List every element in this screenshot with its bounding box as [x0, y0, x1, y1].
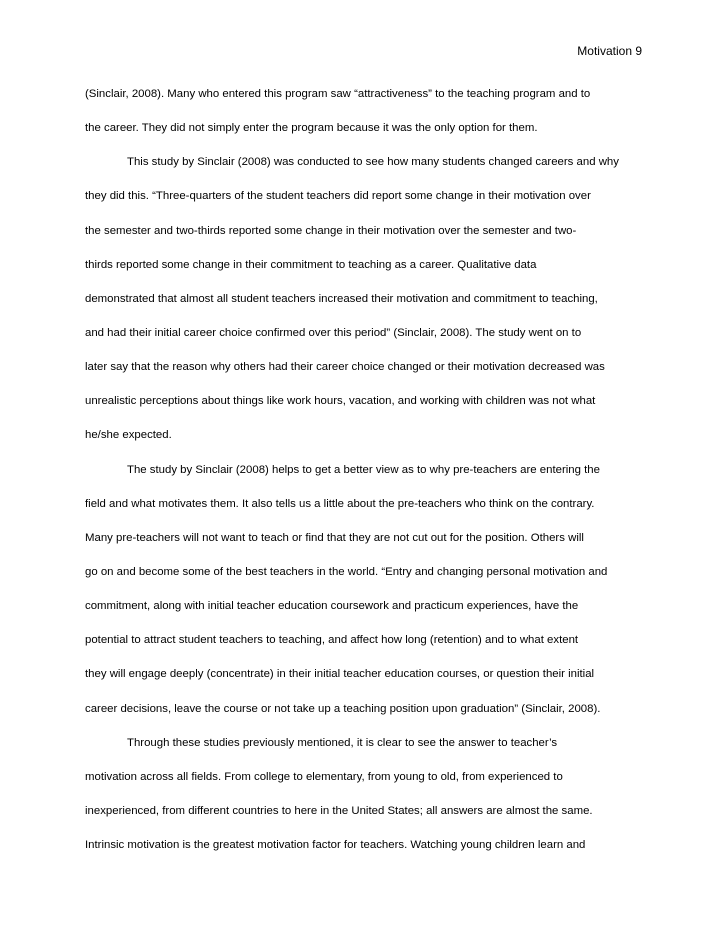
- body-text: [85, 86, 655, 871]
- text-line: he/she expected.: [85, 429, 172, 442]
- text-line: thirds reported some change in their commitment to teaching as a career. Qualitative data: [85, 258, 537, 271]
- text-line: the career. They did not simply enter the program because it was the only option for them.: [85, 122, 538, 135]
- paragraph-first-line: This study by Sinclair (2008) was conducted to see how many students changed careers and why: [127, 156, 619, 169]
- text-line: they will engage deeply (concentrate) in their initial teacher education courses, or question their initial: [85, 668, 595, 681]
- text-line: (Sinclair, 2008). Many who entered this program saw “attractiveness” to the teaching program and to: [85, 88, 591, 100]
- text-line: they did this. “Three-quarters of the student teachers did report some change in their motivation over: [85, 190, 591, 203]
- text-line: potential to attract student teachers to teaching, and affect how long (retention) and to what extent: [85, 634, 579, 647]
- text-line: field and what motivates them. It also tells us a little about the pre-teachers who think on the contrary.: [85, 497, 595, 510]
- text-line: motivation across all fields. From college to elementary, from young to old, from experienced to: [85, 770, 563, 783]
- text-line: career decisions, leave the course or not take up a teaching position upon graduation” (Sinclair, 2008).: [85, 702, 601, 715]
- paragraph-first-line: The study by Sinclair (2008) helps to get a better view as to why pre-teachers are entering the: [127, 463, 600, 476]
- text-line: go on and become some of the best teachers in the world. “Entry and changing personal motivation and: [85, 565, 608, 578]
- text-line: later say that the reason why others had their career choice changed or their motivation decreased was: [85, 361, 605, 374]
- text-line: the semester and two-thirds reported some change in their motivation over the semester and two-: [85, 224, 577, 237]
- text-line: Many pre-teachers will not want to teach or find that they are not cut out for the position. Others will: [85, 531, 584, 544]
- text-line: Intrinsic motivation is the greatest motivation factor for teachers. Watching young children learn and: [85, 839, 586, 852]
- text-line: and had their initial career choice confirmed over this period” (Sinclair, 2008). The study went on to: [85, 326, 582, 339]
- running-head: Motivation 9: [577, 44, 642, 58]
- paragraph-first-line: Through these studies previously mentioned, it is clear to see the answer to teacher’s: [127, 736, 558, 749]
- text-line: commitment, along with initial teacher education coursework and practicum experiences, have the: [85, 600, 579, 613]
- text-line: inexperienced, from different countries to here in the United States; all answers are almost the same.: [85, 804, 593, 817]
- text-line: unrealistic perceptions about things like work hours, vacation, and working with children was not what: [85, 395, 596, 408]
- text-line: demonstrated that almost all student teachers increased their motivation and commitment to teaching,: [85, 292, 598, 305]
